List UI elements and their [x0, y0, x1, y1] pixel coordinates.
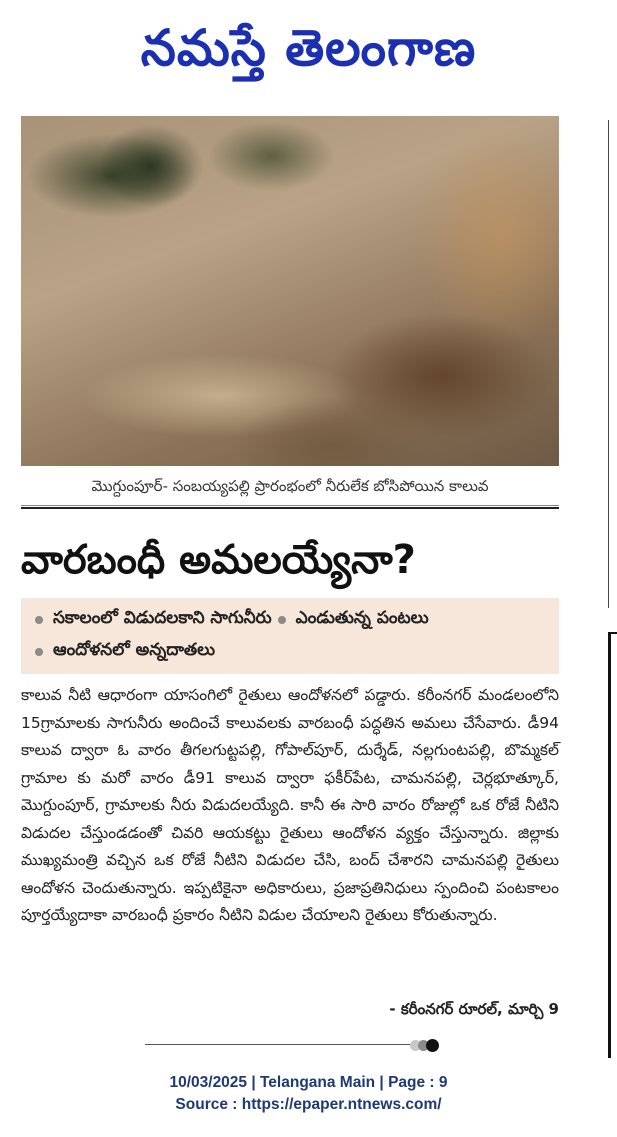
caption-divider-thin — [21, 505, 559, 506]
highlights-box — [21, 598, 559, 674]
column-rule-lower — [608, 632, 611, 1058]
highlight-item: ఎండుతున్న పంటలు — [295, 608, 429, 628]
masthead — [0, 0, 617, 108]
footer-source: Source : https://epaper.ntnews.com/ — [175, 1096, 442, 1113]
highlights-row-1 — [29, 604, 551, 636]
article-headline: వారబంధీ అమలయ్యేనా? — [21, 537, 416, 583]
bullet-icon — [278, 616, 286, 624]
column-rule-upper — [608, 120, 609, 608]
caption-divider-thick — [21, 507, 559, 509]
page-footer — [0, 1072, 617, 1122]
photo-foliage — [61, 116, 241, 266]
highlight-item: ఆందోళనలో అన్నదాతలు — [53, 640, 216, 660]
bullet-icon — [35, 648, 43, 656]
end-dots-icon — [410, 1038, 444, 1052]
highlights-row-2 — [29, 636, 551, 668]
article-body: కాలువ నీటి ఆధారంగా యాసంగిలో రైతులు ఆందోళనలో పడ్డారు. కరీంనగర్‌ మండలంలోని 15గ్రామాలకు సాగునీరు అందించే కాలువలకు వారబంధీ పద్ధతిన అమలు చేసేవారు. డీ94 కాలువ ద్వారా ఓ వారం తీగలగుట్టపల్లి, గోపాల్‌పూర్‌, దుర్శేడ్‌, నల్లగుంటపల్లి, బొమ్మకల్‌ గ్రామాల కు మరో వారం డీ91 కాలువ ద్వారా ఫకీర్‌పేట, చామనపల్లి, చెర్లభూత్కూర్‌, మొగ్దుంపూర్‌, గ్రామాలకు నీరు విడుదలయ్యేది. కానీ ఈ సారి వారం రోజుల్లో ఒక రోజే నీటిని విడుదల చేస్తుండడంతో చివరి ఆయకట్టు రైతులు ఆందోళన వ్యక్తం చేస్తున్నారు. జిల్లాకు ముఖ్యమంత్రి వచ్చిన ఒక రోజే నీటిని విడుదల చేసి, బంద్‌ చేశారని చామనపల్లి రైతులు ఆందోళన చెందుతున్నారు. ఇప్పటికైనా అధికారులు, ప్రజాప్రతినిధులు స్పందించి పంటకాలం పూర్తయ్యేదాకా వారబంధీ ప్రకారం నీటిని విడుల చేయాలని రైతులు కోరుతున్నారు. — [21, 686, 559, 924]
footer-edition-info: 10/03/2025 | Telangana Main | Page : 9 — [169, 1074, 448, 1091]
article-dateline: - కరీంనగర్‌ రూరల్‌, మార్చి 9 — [389, 1000, 559, 1018]
photo-caption: మొగ్దుంపూర్‌- సంబయ్యపల్లి ప్రారంభంలో నీరులేక బోసిపోయిన కాలువ — [91, 477, 489, 495]
masthead-title: నమస్తే తెలంగాణ — [140, 18, 477, 77]
highlight-item: సకాలంలో విడుదలకాని సాగునీరు — [53, 608, 272, 628]
article-photo — [21, 116, 559, 466]
end-divider — [145, 1044, 435, 1045]
bullet-icon — [35, 616, 43, 624]
column-rule-tick — [609, 632, 617, 634]
